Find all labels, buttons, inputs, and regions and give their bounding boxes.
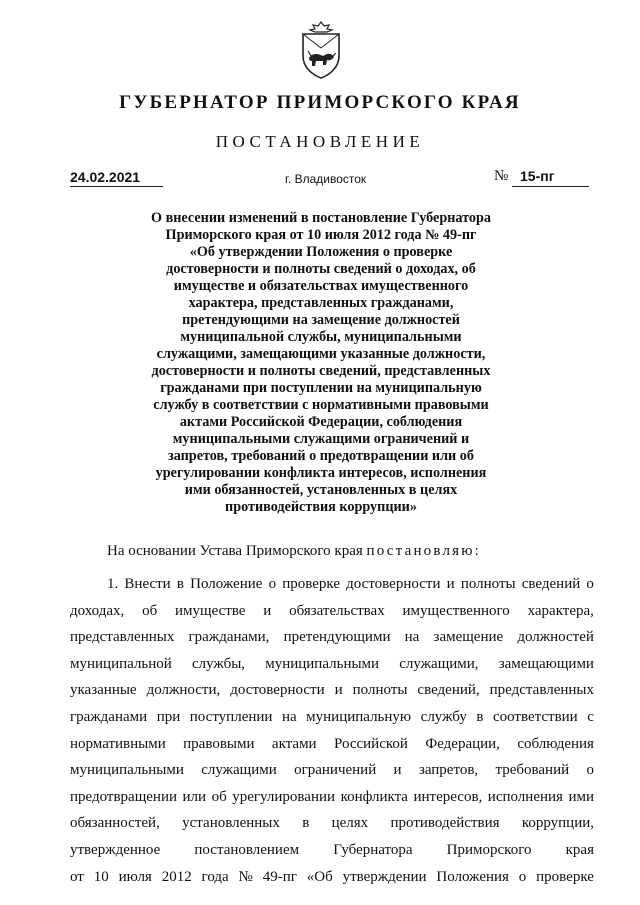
body-word: июля [118, 868, 152, 885]
body-word: конфликта [340, 788, 408, 805]
preamble [107, 543, 481, 560]
body-word: 10 [93, 868, 109, 885]
body-word: года [201, 868, 229, 885]
title-line: урегулировании конфликта интересов, исполнения [155, 465, 487, 481]
body-line [70, 677, 594, 704]
title-line: претендующими на замещение должностей [182, 312, 460, 328]
body-word: полноты [460, 576, 516, 592]
body-word: полноты [352, 682, 408, 699]
coat-of-arms-icon [299, 20, 343, 80]
body-word: о [268, 576, 277, 592]
body-word: указанные [70, 682, 137, 699]
body-word: исполнения [487, 788, 563, 805]
body-word: характера, [527, 602, 594, 619]
preamble-text: На основании Устава Приморского края [107, 543, 363, 559]
title-line: достоверности и полноты сведений, представленных [151, 363, 491, 379]
title-line: гражданами при поступлении на муниципальную [160, 380, 482, 396]
body-word: или [182, 788, 207, 805]
decree-word: постановляю: [366, 543, 482, 559]
title-line: характера, представленных гражданами, [188, 295, 454, 311]
body-word: ограничений [294, 762, 377, 779]
document-title [140, 210, 502, 516]
body-word: сведений, [417, 682, 480, 699]
body-word: должностей [517, 629, 594, 646]
body-word: от [70, 868, 84, 885]
body-word: Федерации, [425, 735, 500, 752]
body-word: о [586, 762, 594, 779]
body-word: в [302, 815, 310, 832]
body-word: поступлении [189, 708, 273, 725]
body-word: ими [568, 788, 594, 805]
body-word: интересов, [413, 788, 483, 805]
body-line [70, 571, 594, 598]
body-word: в [476, 708, 484, 725]
title-line: ими обязанностей, установленных в целях [184, 482, 458, 498]
title-line: имуществе и обязательствах имущественного [173, 278, 469, 294]
body-word: утверждении [342, 868, 427, 885]
body-word: представленных [70, 629, 175, 646]
body-line [70, 624, 594, 651]
body-word: проверке [536, 868, 594, 885]
body-word: претендующими [283, 629, 391, 646]
body-word: соответствии [492, 708, 578, 725]
body-line [70, 784, 594, 811]
body-word: гражданами, [188, 629, 270, 646]
title-line: запретов, требований о предотвращении или об [168, 448, 474, 464]
body-word: установленных [182, 815, 280, 832]
body-word: муниципальную [306, 708, 412, 725]
body-line [70, 598, 594, 625]
document-body [70, 571, 594, 890]
document-date: 24.02.2021 [70, 169, 141, 185]
body-word: коррупции, [521, 815, 594, 832]
body-word: имущественного [402, 602, 510, 619]
body-word: Губернатора [333, 841, 413, 858]
number-sign: № [494, 168, 509, 184]
body-word: с [587, 708, 594, 725]
body-word: Положение [190, 576, 263, 592]
body-word: обязательствах [289, 602, 385, 619]
body-word: запретов, [418, 762, 479, 779]
body-word: об [211, 788, 227, 805]
title-line: муниципальной службы, муниципальными [180, 329, 462, 345]
body-word: 1. [107, 576, 119, 592]
body-word: 2012 [161, 868, 192, 885]
body-word: Внести [124, 576, 171, 592]
body-word: и [334, 682, 343, 699]
body-word: службы, [191, 655, 246, 672]
body-word: урегулировании [232, 788, 336, 805]
body-word: о [586, 576, 594, 592]
body-word: достоверности [230, 682, 325, 699]
body-line [70, 651, 594, 678]
body-word: Положения [436, 868, 509, 885]
body-word: доходах, [70, 602, 125, 619]
body-word: на [281, 708, 297, 725]
body-word: муниципальными [265, 655, 380, 672]
title-line: противодействия коррупции» [225, 499, 417, 515]
body-word: и [446, 576, 455, 592]
body-word: на [404, 629, 420, 646]
title-line: актами Российской Федерации, соблюдения [179, 414, 463, 430]
body-word: гражданами [70, 708, 148, 725]
body-word: о [518, 868, 527, 885]
title-line: муниципальными служащими ограничений и [172, 431, 470, 447]
body-word: правовыми [183, 735, 255, 752]
body-word: 49-пг [262, 868, 297, 885]
body-word: и [393, 762, 402, 779]
number-underline [512, 186, 589, 187]
body-word: постановлением [194, 841, 300, 858]
body-word: «Об [306, 868, 333, 885]
body-word: нормативными [70, 735, 166, 752]
body-word: целях [331, 815, 369, 832]
body-word: сведений [521, 576, 581, 592]
title-line: Приморского края от 10 июля 2012 года № 49-пг [165, 227, 477, 243]
body-word: Российской [334, 735, 408, 752]
body-word: службу [420, 708, 467, 725]
body-word: достоверности [346, 576, 441, 592]
body-line [70, 864, 594, 891]
body-word: об [142, 602, 158, 619]
body-word: должности, [146, 682, 221, 699]
body-line [70, 704, 594, 731]
body-word: замещающими [498, 655, 594, 672]
body-word: служащими [201, 762, 277, 779]
body-word: противодействия [390, 815, 500, 832]
body-word: имуществе [175, 602, 246, 619]
body-word: служащими, [399, 655, 479, 672]
title-line: О внесении изменений в постановление Губернатора [151, 210, 491, 226]
title-line: достоверности и полноты сведений о доходах, об [166, 261, 476, 277]
body-word: требований [495, 762, 570, 779]
body-line [70, 837, 594, 864]
document-number: 15-пг [520, 168, 555, 184]
body-word: Приморского [446, 841, 532, 858]
title-line: службу в соответствии с нормативными правовыми [153, 397, 489, 413]
body-word: утвержденное [70, 841, 161, 858]
body-word: замещение [433, 629, 504, 646]
body-line [70, 731, 594, 758]
date-underline [70, 186, 163, 187]
document-type: ПОСТАНОВЛЕНИЕ [215, 132, 425, 151]
body-word: муниципальной [70, 655, 172, 672]
body-word: актами [271, 735, 317, 752]
document-city: г. Владивосток [285, 172, 367, 186]
body-word: соблюдения [517, 735, 594, 752]
body-line [70, 810, 594, 837]
body-word: в [176, 576, 184, 592]
body-word: предотвращении [70, 788, 178, 805]
issuing-authority: ГУБЕРНАТОР ПРИМОРСКОГО КРАЯ [119, 92, 521, 113]
title-line: «Об утверждении Положения о проверке [189, 244, 453, 260]
body-word: № [238, 868, 253, 885]
body-word: муниципальными [70, 762, 184, 779]
body-line [70, 757, 594, 784]
body-word: проверке [282, 576, 340, 592]
body-word: обязанностей, [70, 815, 160, 832]
body-word: края [565, 841, 594, 858]
title-line: служащими, замещающими указанные должности, [156, 346, 486, 362]
body-word: при [156, 708, 181, 725]
body-word: представленных [489, 682, 594, 699]
body-word: и [263, 602, 272, 619]
